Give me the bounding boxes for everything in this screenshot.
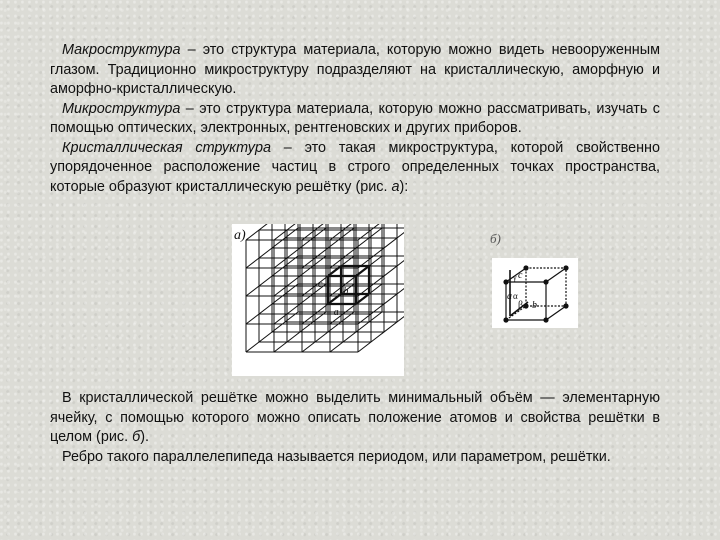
paragraph-period-text: Ребро такого параллелепипеда называется периодом, или параметром, решётки.	[62, 448, 611, 465]
paragraph-microstructure-text: – это структура материала, которую можно рассматривать, изучать с помощью оптических, электронных, рентгеновских и других приборов.	[50, 100, 660, 136]
text-block-bottom	[50, 389, 660, 467]
paragraph-unit-cell-text: В кристаллической решётке можно выделить минимальный объём — элементарную ячейку, с помощью которого можно описать положение атомов и свойства решётки в целом (рис.	[50, 390, 660, 445]
paragraph-period	[50, 448, 660, 468]
paragraph-macrostructure-text: – это структура материала, которую можно видеть невооруженным глазом. Традиционно микроструктуру подразделяют на кристаллическую, аморфную и аморфно-кристаллическую.	[50, 42, 660, 97]
lattice-node	[543, 317, 548, 322]
figure-a-axis-b: b	[343, 286, 349, 298]
figure-a-axis-a: a	[333, 307, 339, 318]
unit-cell-label-c: c	[518, 270, 523, 281]
lattice-node	[543, 279, 548, 284]
unit-cell-drawing	[492, 258, 578, 328]
paragraph-crystal-structure	[50, 139, 660, 198]
paragraph-unit-cell	[50, 389, 660, 448]
figure-crystal-lattice	[232, 224, 404, 376]
text-block-top	[50, 41, 660, 197]
term-microstructure: Микроструктура	[62, 100, 181, 117]
paragraph-macrostructure	[50, 41, 660, 100]
unit-cell-label-beta: β	[518, 300, 524, 311]
term-macrostructure: Макроструктура	[62, 42, 181, 58]
figure-b-label: б)	[490, 231, 501, 246]
term-crystal-structure: Кристаллическая структура	[62, 139, 271, 156]
figure-unit-cell	[492, 258, 578, 328]
unit-cell-label-gamma: γ	[513, 273, 517, 282]
figure-a-axis-c: c	[318, 279, 323, 291]
lattice-node	[563, 265, 568, 270]
unit-cell-edge-bottom-right	[546, 306, 566, 320]
paragraph-crystal-structure-tail: ):	[399, 178, 409, 195]
figure-a-label: а)	[234, 228, 246, 243]
unit-cell-label-a: a	[507, 291, 512, 302]
lattice-node	[563, 303, 568, 308]
lattice-node	[503, 317, 508, 322]
paragraph-unit-cell-tail: ).	[140, 429, 149, 445]
unit-cell-label-alpha: α	[513, 291, 518, 301]
lattice-node	[523, 303, 528, 308]
lattice-node	[503, 279, 508, 284]
unit-cell-label-b: b	[532, 300, 537, 311]
figure-ref-a: а	[391, 178, 400, 195]
unit-cell-edge-top-right	[546, 268, 566, 282]
paragraph-crystal-structure-text: – это такая микроструктура, которой свойственно упорядоченное расположение частиц в строго определенных точках пространства, которые образуют кристаллическую решётку (рис.	[50, 139, 660, 195]
figure-ref-b: б	[132, 429, 141, 445]
paragraph-microstructure	[50, 100, 660, 139]
crystal-lattice-drawing	[232, 224, 404, 376]
lattice-node	[523, 265, 528, 270]
